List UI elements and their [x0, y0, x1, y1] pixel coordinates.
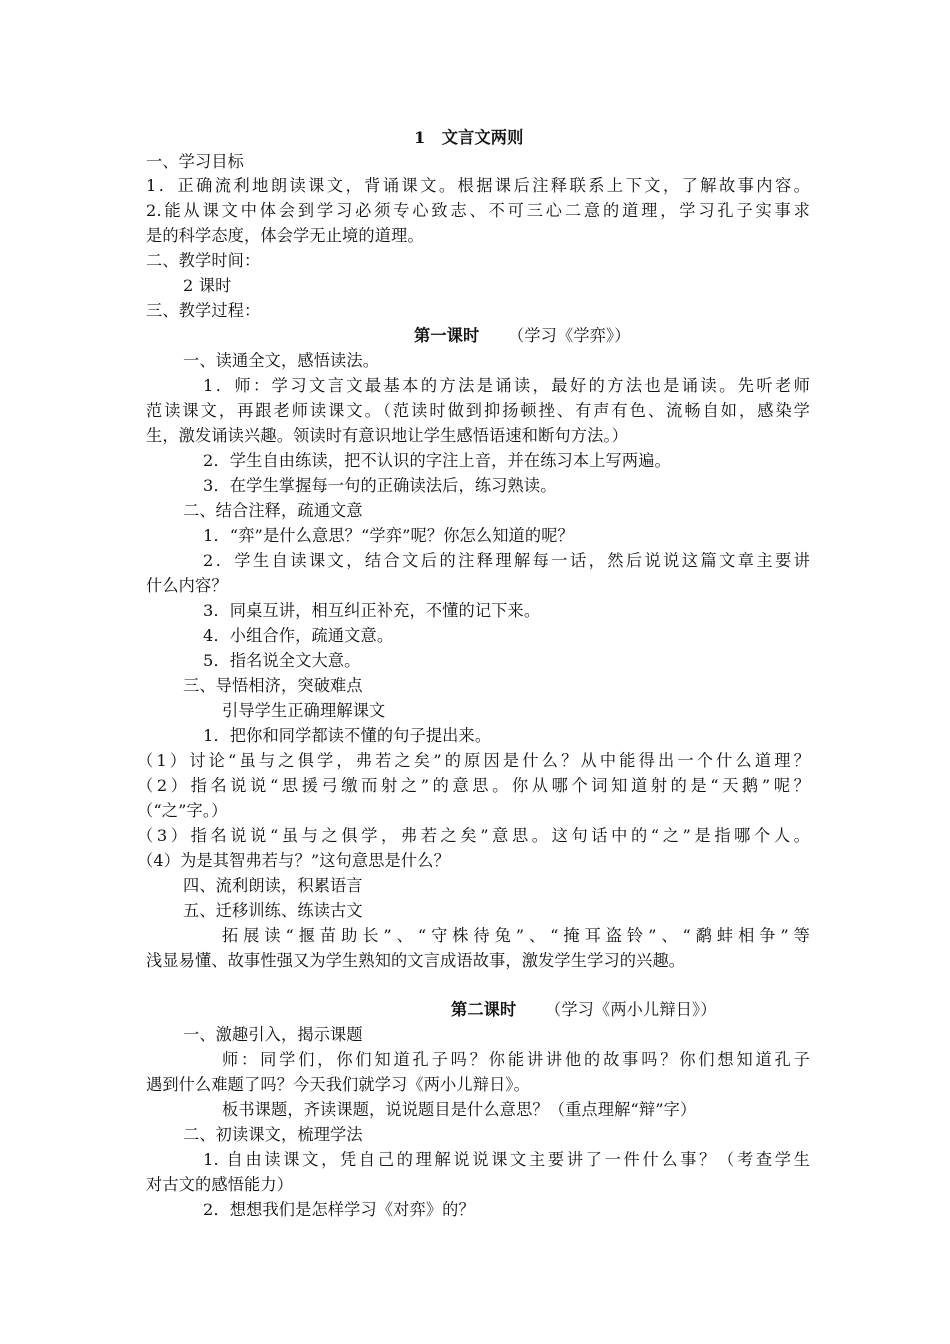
step-heading: 五、迁移训练、练读古文: [183, 901, 363, 920]
paragraph-line: 3．在学生掌握每一句的正确读法后，练习熟读。: [203, 476, 557, 495]
paragraph-line: 什么内容？: [146, 576, 228, 595]
paragraph-line: （3）指名说说“虽与之俱学，弗若之矣”意思。这句话中的“之”是指哪个人。: [137, 826, 810, 845]
paragraph-line: 1. 自由读课文，凭自己的理解说说课文主要讲了一件什么事？（考查学生: [203, 1150, 810, 1169]
paragraph-line: 师：同学们，你们知道孔子吗？你能讲讲他的故事吗？你们想知道孔子: [222, 1050, 810, 1069]
paragraph-line: 2．想想我们是怎样学习《对弈》的？: [203, 1200, 475, 1219]
paragraph-line: 2 课时: [183, 276, 232, 295]
lesson-heading: 第一课时: [414, 326, 480, 345]
paragraph-line: 拓展读“揠苗助长”、“守株待兔”、“掩耳盗铃”、“鹬蚌相争”等: [222, 926, 810, 945]
lesson-subheading: （学习《两小儿辩日》）: [545, 1000, 717, 1019]
step-heading: 二、结合注释，疏通文意: [183, 501, 363, 520]
document-title: 1 文言文两则: [414, 128, 524, 147]
section-heading-time: 二、教学时间：: [146, 251, 261, 270]
paragraph-line: 是的科学态度，体会学无止境的道理。: [146, 226, 424, 245]
lesson-subheading: （学习《学弈》）: [508, 326, 631, 345]
paragraph-line: 3．同桌互讲，相互纠正补充，不懂的记下来。: [203, 601, 541, 620]
paragraph-line: 遇到什么难题了吗？今天我们就学习《两小儿辩日》。: [146, 1075, 530, 1094]
section-heading-process: 三、教学过程：: [146, 301, 261, 320]
lesson-heading: 第二课时: [451, 1000, 517, 1019]
step-heading: 四、流利朗读，积累语言: [183, 876, 363, 895]
paragraph-line: 生，激发诵读兴趣。领读时有意识地让学生感悟语速和断句方法。）: [146, 426, 629, 445]
paragraph-line: 板书课题，齐读课题，说说题目是什么意思？（重点理解“辩”字）: [222, 1100, 697, 1119]
paragraph-line: 2.能从课文中体会到学习必须专心致志、不可三心二意的道理，学习孔子实事求: [146, 201, 810, 220]
step-heading: 二、初读课文，梳理学法: [183, 1125, 363, 1144]
step-heading: 三、导悟相济，突破难点: [183, 676, 363, 695]
paragraph-line: 2．学生自由练读，把不认识的字注上音，并在练习本上写两遍。: [203, 451, 671, 470]
paragraph-line: 范读课文，再跟老师读课文。（范读时做到抑扬顿挫、有声有色、流畅自如，感染学: [146, 401, 810, 420]
paragraph-line: 引导学生正确理解课文: [222, 701, 386, 720]
paragraph-line: （2）指名说说“思援弓缴而射之”的意思。你从哪个词知道射的是“天鹅”呢？: [137, 776, 810, 795]
paragraph-line: 对古文的感悟能力）: [146, 1175, 294, 1194]
paragraph-line: 1．“弈”是什么意思？“学弈”呢？你怎么知道的呢？: [203, 526, 574, 545]
step-heading: 一、激趣引入，揭示课题: [183, 1025, 363, 1044]
paragraph-line: 浅显易懂、故事性强又为学生熟知的文言成语故事，激发学生学习的兴趣。: [146, 951, 686, 970]
paragraph-line: （4）为是其智弗若与？”这句意思是什么？: [137, 851, 450, 870]
paragraph-line: 4．小组合作，疏通文意。: [203, 626, 394, 645]
paragraph-line: （“之”字。）: [137, 801, 228, 820]
section-heading-objectives: 一、学习目标: [146, 152, 245, 171]
paragraph-line: 1．把你和同学都读不懂的句子提出来。: [203, 726, 492, 745]
paragraph-line: 1．师：学习文言文最基本的方法是诵读，最好的方法也是诵读。先听老师: [203, 376, 810, 395]
paragraph-line: 5．指名说全文大意。: [203, 651, 361, 670]
paragraph-line: 1．正确流利地朗读课文，背诵课文。根据课后注释联系上下文，了解故事内容。: [146, 176, 810, 195]
paragraph-line: （1）讨论“虽与之俱学，弗若之矣”的原因是什么？从中能得出一个什么道理？: [137, 751, 810, 770]
step-heading: 一、读通全文，感悟读法。: [183, 351, 380, 370]
paragraph-line: 2．学生自读课文，结合文后的注释理解每一话，然后说说这篇文章主要讲: [203, 551, 810, 570]
